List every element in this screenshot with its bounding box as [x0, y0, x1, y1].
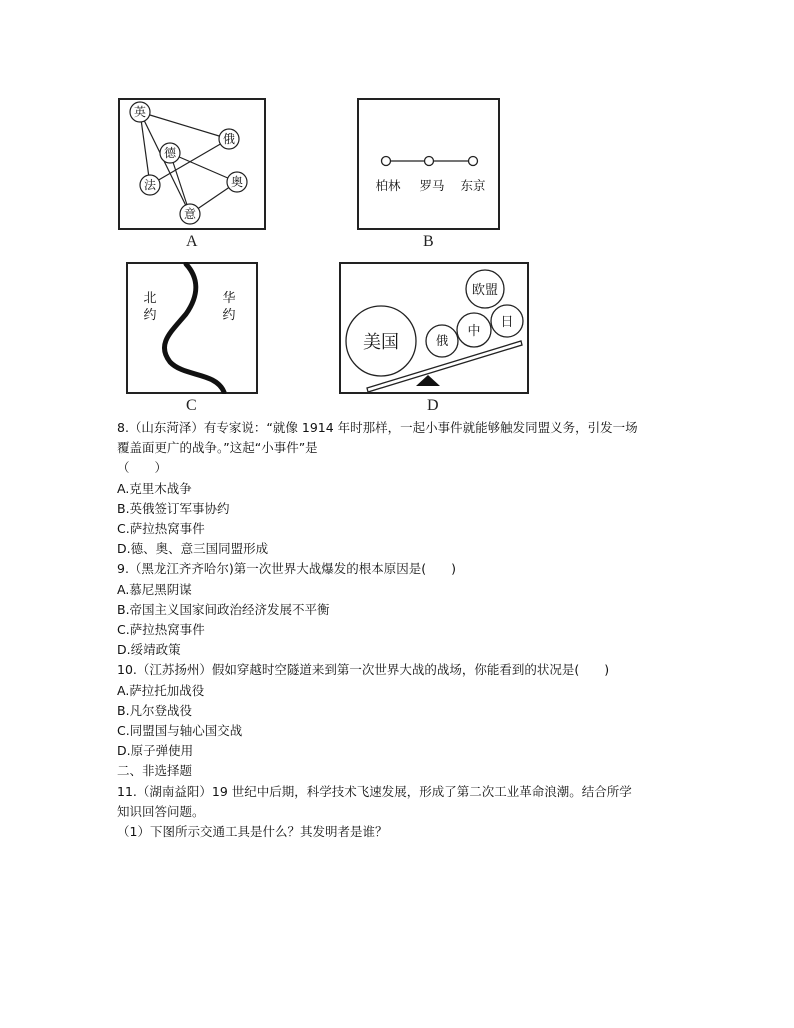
node-italy: 意 [183, 207, 197, 221]
q9-option-b: B.帝国主义国家间政治经济发展不平衡 [117, 601, 330, 617]
q10-option-b: B.凡尔登战役 [117, 702, 193, 718]
q9-option-d: D.绥靖政策 [117, 642, 181, 658]
nato-char-2: 约 [143, 308, 157, 323]
question-text [117, 418, 687, 842]
figure-b [357, 98, 500, 230]
node-austria: 奥 [230, 175, 244, 189]
q10-option-d: D.原子弹使用 [117, 743, 194, 759]
node-russia: 俄 [222, 132, 236, 146]
q8-stem-line1: 8.（山东菏泽）有专家说：“就像 1914 年时那样，一起小事件就能够触发同盟义务，引发一场 [117, 420, 638, 435]
figure-d [339, 262, 529, 394]
q11-stem-line1: 11.（湖南益阳）19 世纪中后期，科学技术飞速发展，形成了第二次工业革命浪潮。结合所学 [117, 783, 632, 799]
node-britain: 英 [133, 105, 147, 119]
q11-sub1: （1）下图所示交通工具是什么？其发明者是谁？ [117, 824, 388, 840]
figure-a [118, 98, 266, 230]
q8-bracket: （ ） [117, 460, 168, 476]
circle-usa: 美国 [363, 332, 399, 353]
q10-option-a: A.萨拉托加战役 [117, 682, 205, 698]
section-heading: 二、非选择题 [117, 763, 193, 779]
city-rome: 罗马 [419, 178, 445, 193]
city-tokyo: 东京 [460, 178, 486, 193]
q9-option-c: C.萨拉热窝事件 [117, 622, 205, 638]
q8-option-c: C.萨拉热窝事件 [117, 521, 205, 537]
figure-a-label: A [186, 233, 198, 250]
q10-option-c: C.同盟国与轴心国交战 [117, 723, 243, 739]
figure-b-label: B [423, 233, 434, 250]
q9-stem: 9.（黑龙江齐齐哈尔)第一次世界大战爆发的根本原因是( ) [117, 561, 457, 577]
q8-option-b: B.英俄签订军事协约 [117, 500, 230, 516]
figure-c-label: C [186, 397, 197, 414]
figure-c [126, 262, 258, 394]
figure-d-label: D [427, 397, 439, 414]
node-france: 法 [143, 178, 157, 192]
q11-stem-line2: 知识回答问题。 [117, 803, 205, 819]
city-berlin: 柏林 [375, 178, 401, 193]
q8-option-d: D.德、奥、意三国同盟形成 [117, 541, 269, 557]
circle-russia: 俄 [435, 333, 449, 348]
circle-eu: 欧盟 [471, 283, 499, 298]
warsaw-char-1: 华 [222, 291, 236, 306]
q9-option-a: A.慕尼黑阴谋 [117, 581, 192, 597]
q8-option-a: A.克里木战争 [117, 480, 192, 496]
q8-stem-line2: 覆盖面更广的战争。”这起“小事件”是 [117, 440, 318, 456]
warsaw-char-2: 约 [222, 308, 236, 323]
circle-japan: 日 [500, 315, 514, 330]
nato-char-1: 北 [143, 291, 157, 306]
q10-stem: 10.（江苏扬州）假如穿越时空隧道来到第一次世界大战的战场，你能看到的状况是( ) [117, 662, 610, 678]
circle-china: 中 [467, 324, 481, 339]
node-germany: 德 [163, 146, 177, 160]
